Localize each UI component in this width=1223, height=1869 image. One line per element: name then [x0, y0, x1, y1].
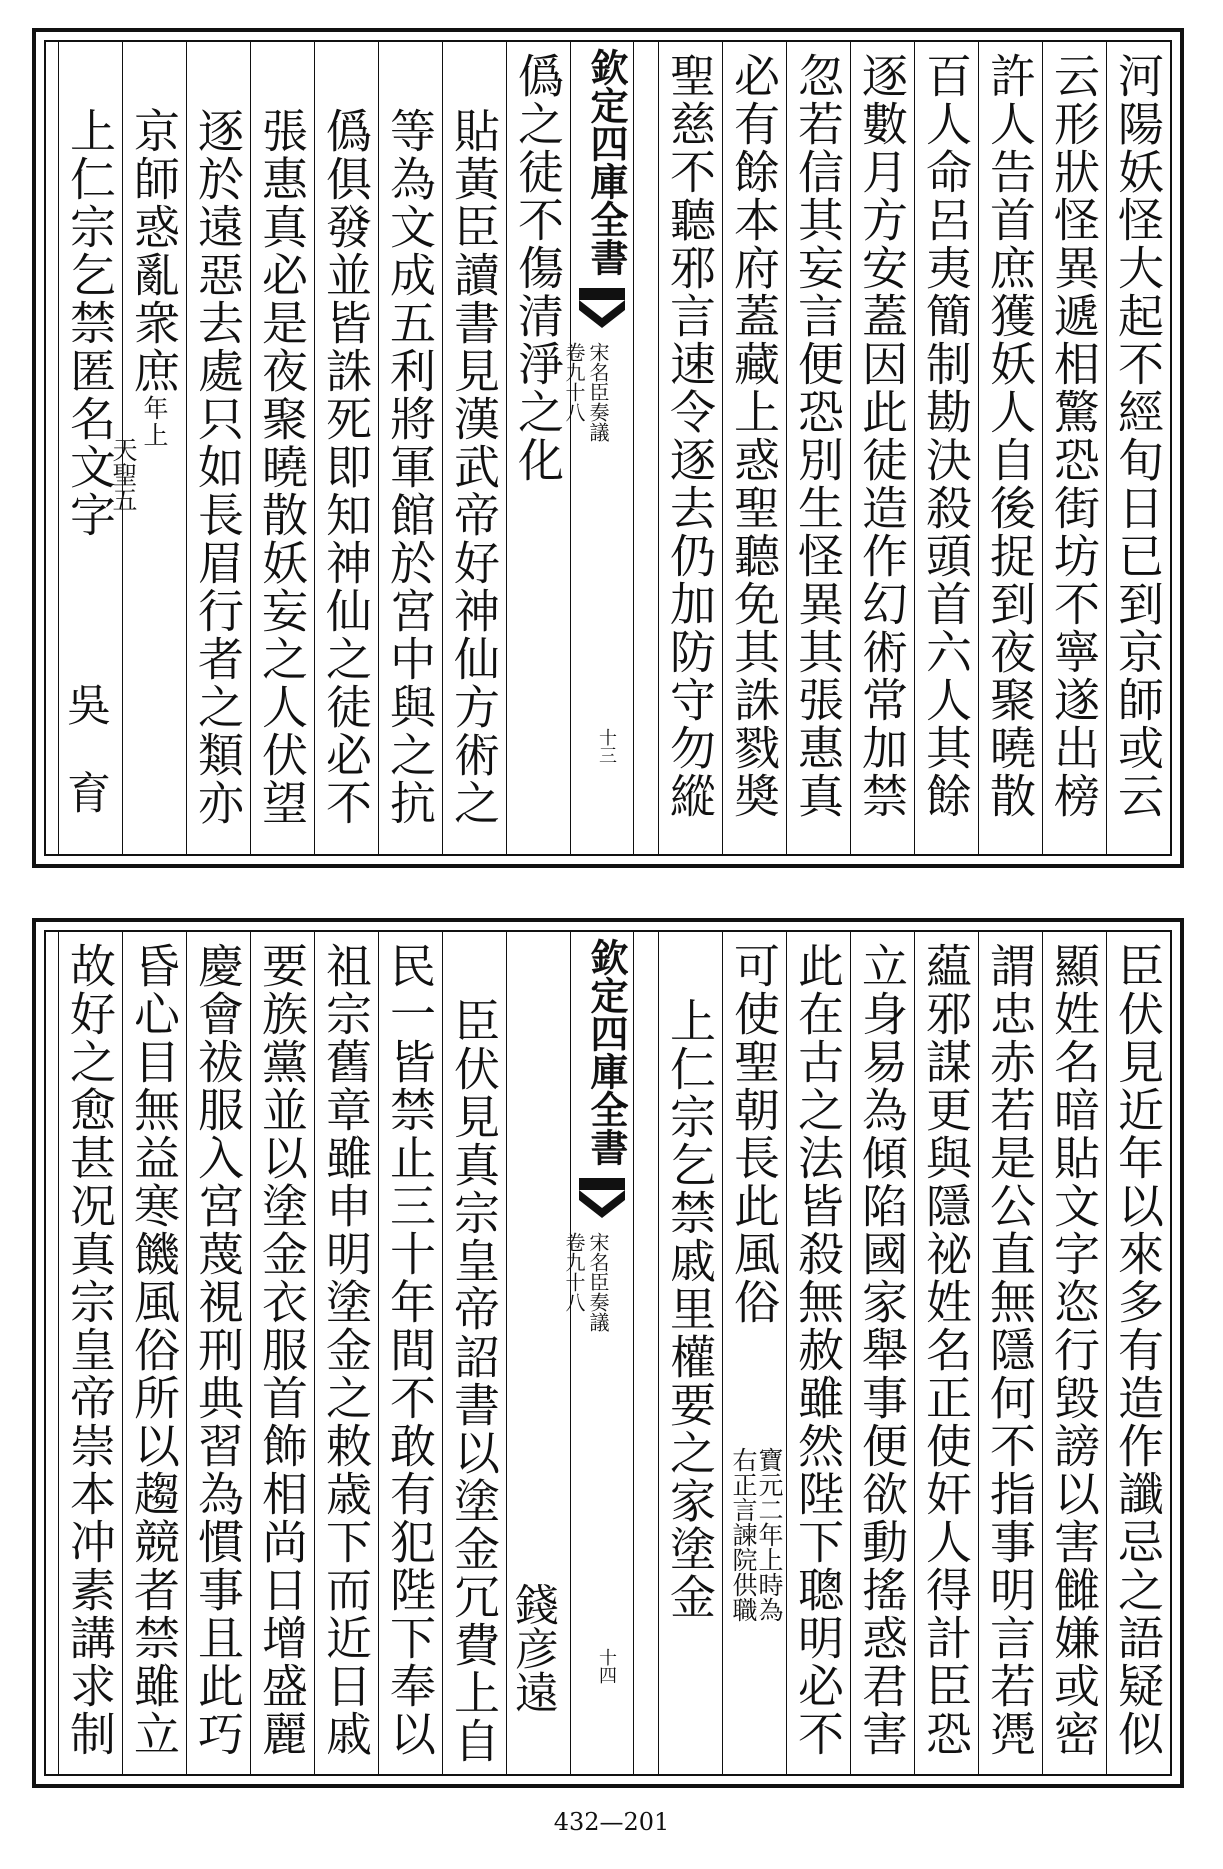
text-column: 張惠真必是夜聚曉散妖妄之人伏望 — [250, 42, 314, 854]
text-column: 許人告首庶獲妖人自後捉到夜聚曉散 — [978, 42, 1042, 854]
text-column: 河陽妖怪大起不經旬日已到京師或云 — [1106, 42, 1170, 854]
text-column: 京師惑亂衆庶年上 天聖五 — [122, 42, 186, 854]
date-note-lower: 右正言諫院供職 — [729, 1447, 758, 1622]
text-column: 逐數月方安蓋因此徒造作幻術常加禁 — [850, 42, 914, 854]
book-title: 欽定四庫全書 — [584, 938, 629, 1166]
memorial-title-column — [58, 42, 122, 854]
text-column: 忽若信其妄言便恐別生怪異其張惠真 — [786, 42, 850, 854]
text-column: 僞之徒不傷清淨之化 — [506, 42, 570, 854]
text-column: 臣伏見近年以來多有造作讖忌之語疑似 — [1106, 932, 1170, 1774]
volume-label: 宋名臣奏議 — [586, 342, 610, 442]
text-column: 立身易為傾陷國家舉事便欲動搖惑君害 — [850, 932, 914, 1774]
author-column — [506, 932, 570, 1774]
text-column: 要族黨並以塗金衣服首飾相尚日增盛麗 — [250, 932, 314, 1774]
author-name: 錢彦遠 — [507, 1582, 558, 1714]
text-column: 必有餘本府蓋藏上惑聖聽免其誅戮奬 — [722, 42, 786, 854]
text-column: 慶會祓服入宮蔑視刑典習為慣事且此巧 — [186, 932, 250, 1774]
text-column: 民一皆禁止三十年間不敢有犯陛下奉以 — [378, 932, 442, 1774]
top-page — [32, 28, 1184, 868]
fish-tail-mark-icon — [579, 288, 625, 328]
author-name: 吳 育 — [59, 682, 110, 814]
text-column: 可使聖朝長此風俗 寶元二年上時為 右正言諫院供職 — [722, 932, 786, 1774]
volume-number: 卷九十八 — [562, 342, 586, 422]
memorial-title-column — [658, 932, 722, 1774]
text-column: 臣伏見真宗皇帝詔書以塗金冗費上自 — [442, 932, 506, 1774]
page-number: 十四 — [596, 1648, 617, 1684]
page-number: 十三 — [596, 728, 617, 764]
text-column: 百人命呂夷簡制勘決殺頭首六人其餘 — [914, 42, 978, 854]
volume-number: 卷九十八 — [562, 1232, 586, 1312]
top-page-frame — [44, 40, 1172, 856]
fish-tail-mark-icon — [579, 1178, 625, 1218]
bottom-page-frame — [44, 930, 1172, 1776]
text-column: 藴邪謀更與隱祕姓名正使奸人得計臣恐 — [914, 932, 978, 1774]
text-column: 此在古之法皆殺無赦雖然陛下聰明必不 — [786, 932, 850, 1774]
text-column: 謂忠赤若是公直無隱何不指事明言若凴 — [978, 932, 1042, 1774]
text-column: 等為文成五利將軍館於宮中與之抗 — [378, 42, 442, 854]
date-note: 年上 — [140, 395, 169, 449]
volume-label: 宋名臣奏議 — [586, 1232, 610, 1332]
text-column: 逐於遠惡去處只如長眉行者之類亦 — [186, 42, 250, 854]
text-column: 祖宗舊章雖申明塗金之敕歳下而近日戚 — [314, 932, 378, 1774]
date-note-upper: 寶元二年上時為 — [755, 1447, 784, 1622]
text-column: 昏心目無益寒饑風俗所以趨競者禁雖立 — [122, 932, 186, 1774]
center-margin-strip — [562, 932, 634, 1774]
text-column: 貼黃臣讀書見漢武帝好神仙方術之 — [442, 42, 506, 854]
bottom-page — [32, 918, 1184, 1788]
book-title: 欽定四庫全書 — [584, 48, 629, 276]
text-column: 故好之愈甚况真宗皇帝崇本冲素講求制 — [58, 932, 122, 1774]
page-footer-number: 432—201 — [553, 1808, 670, 1836]
text-column: 云形狀怪異遞相驚恐街坊不寧遂出榜 — [1042, 42, 1106, 854]
text-column: 顯姓名暗貼文字恣行毀謗以害雠嫌或密 — [1042, 932, 1106, 1774]
date-note-upper: 天聖五 — [109, 437, 138, 512]
center-margin-strip — [562, 42, 634, 854]
text-column: 聖慈不聽邪言速令逐去仍加防守勿縱 — [658, 42, 722, 854]
memorial-title: 上仁宗乞禁戚里權要之家塗金 — [663, 997, 717, 1621]
text-column: 僞俱發並皆誅死即知神仙之徒必不 — [314, 42, 378, 854]
memorial-title: 上仁宗乞禁匿名文字 — [63, 107, 117, 539]
